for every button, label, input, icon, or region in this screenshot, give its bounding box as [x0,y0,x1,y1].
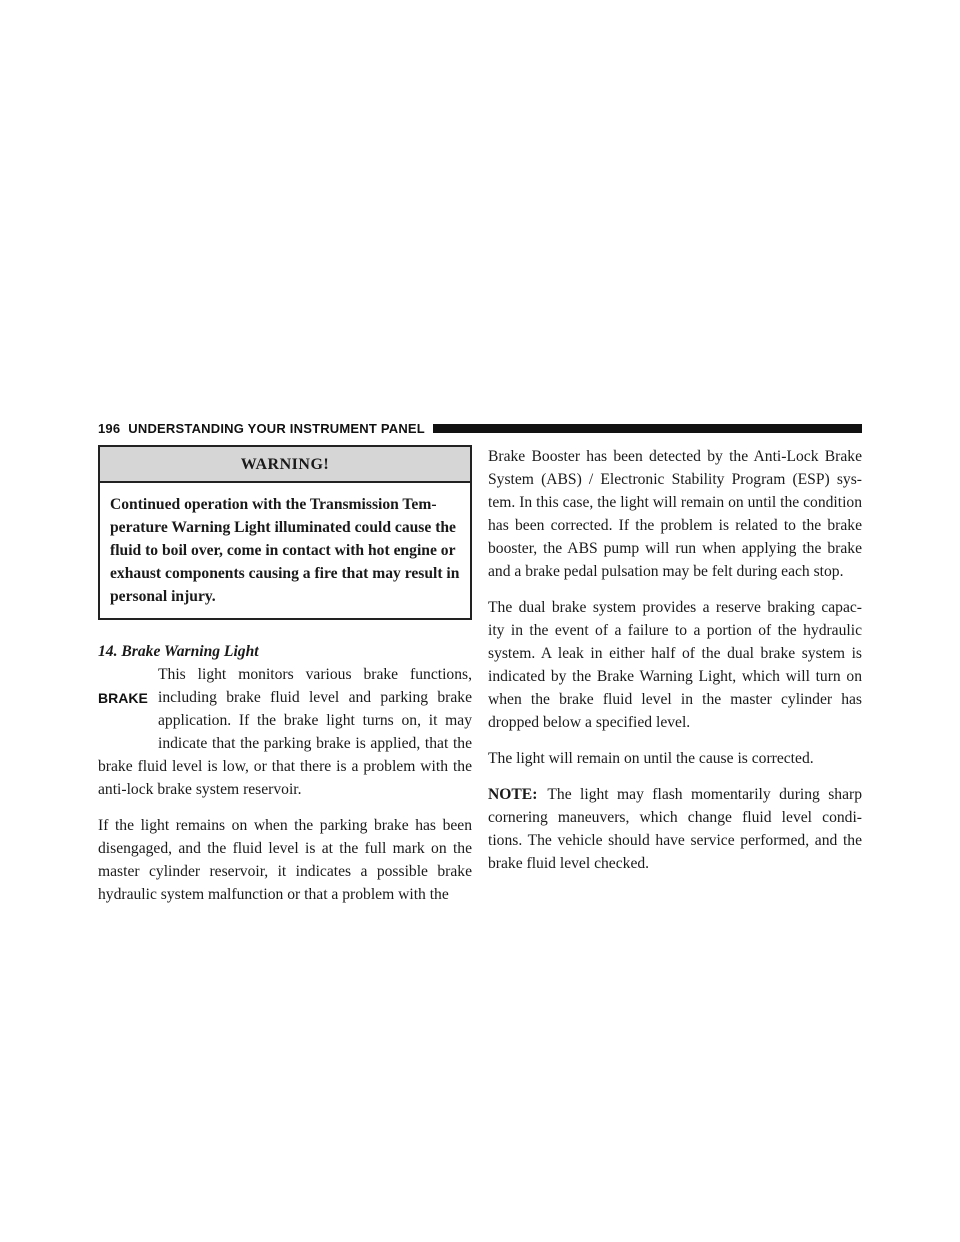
brake-para-2: If the light remains on when the parking brake has been disengaged, and the fluid level is at the full mark on the master cylinder reservoir, it indicates a possible brake hydraulic system malfunction or that a problem with the [98,817,472,903]
warning-box [98,445,472,620]
brake-para-3: The dual brake system provides a reserve braking capac- ity in the event of a failure to a portion of the hydraulic system. A leak in either half of the dual brake system is indicated by the Brake Warning Light, which will turn on when the brake fluid level in the master cylinder has dropped below a specified level. [488,599,862,731]
brake-para-2-cont: Brake Booster has been detected by the Anti-Lock Brake System (ABS) / Electronic Stability Program (ESP) sys- tem. In this case, the light will remain on until the condition has been corrected. If the problem is related to the brake booster, the ABS pump will run when applying the brake and a brake pedal pulsation may be felt during each stop. [488,448,862,580]
brake-para-4: The light will remain on until the cause is corrected. [488,750,814,767]
page-header [98,417,862,439]
brake-warning-heading: 14. Brake Warning Light [98,643,259,660]
left-column [98,445,472,906]
note-text: The light may flash momentarily during sharp cornering maneuvers, which change fluid level condi- tions. The vehicle should have service performed, and the brake fluid level checked. [488,786,862,872]
note-label: NOTE: [488,786,538,803]
right-column [488,445,862,875]
brake-para-1 [98,663,472,801]
header-rule [433,424,862,433]
warning-body: Continued operation with the Transmission Tem- perature Warning Light illuminated could cause the fluid to boil over, come in contact with hot engine or exhaust components causing a fire that may result in personal injury. [110,496,460,605]
brake-warning-icon: BRAKE [98,689,148,706]
brake-para-1-text: This light monitors various brake functions, including brake fluid level and parking brake application. If the brake light turns on, it may indicate that the parking brake is applied, that the brake fluid level is low, or that there is a problem with the anti-lock brake system reservoir. [98,666,472,798]
page-number: 196 [98,420,121,436]
warning-title: WARNING! [100,447,470,483]
note-paragraph [488,783,862,875]
section-title: UNDERSTANDING YOUR INSTRUMENT PANEL [128,420,425,436]
